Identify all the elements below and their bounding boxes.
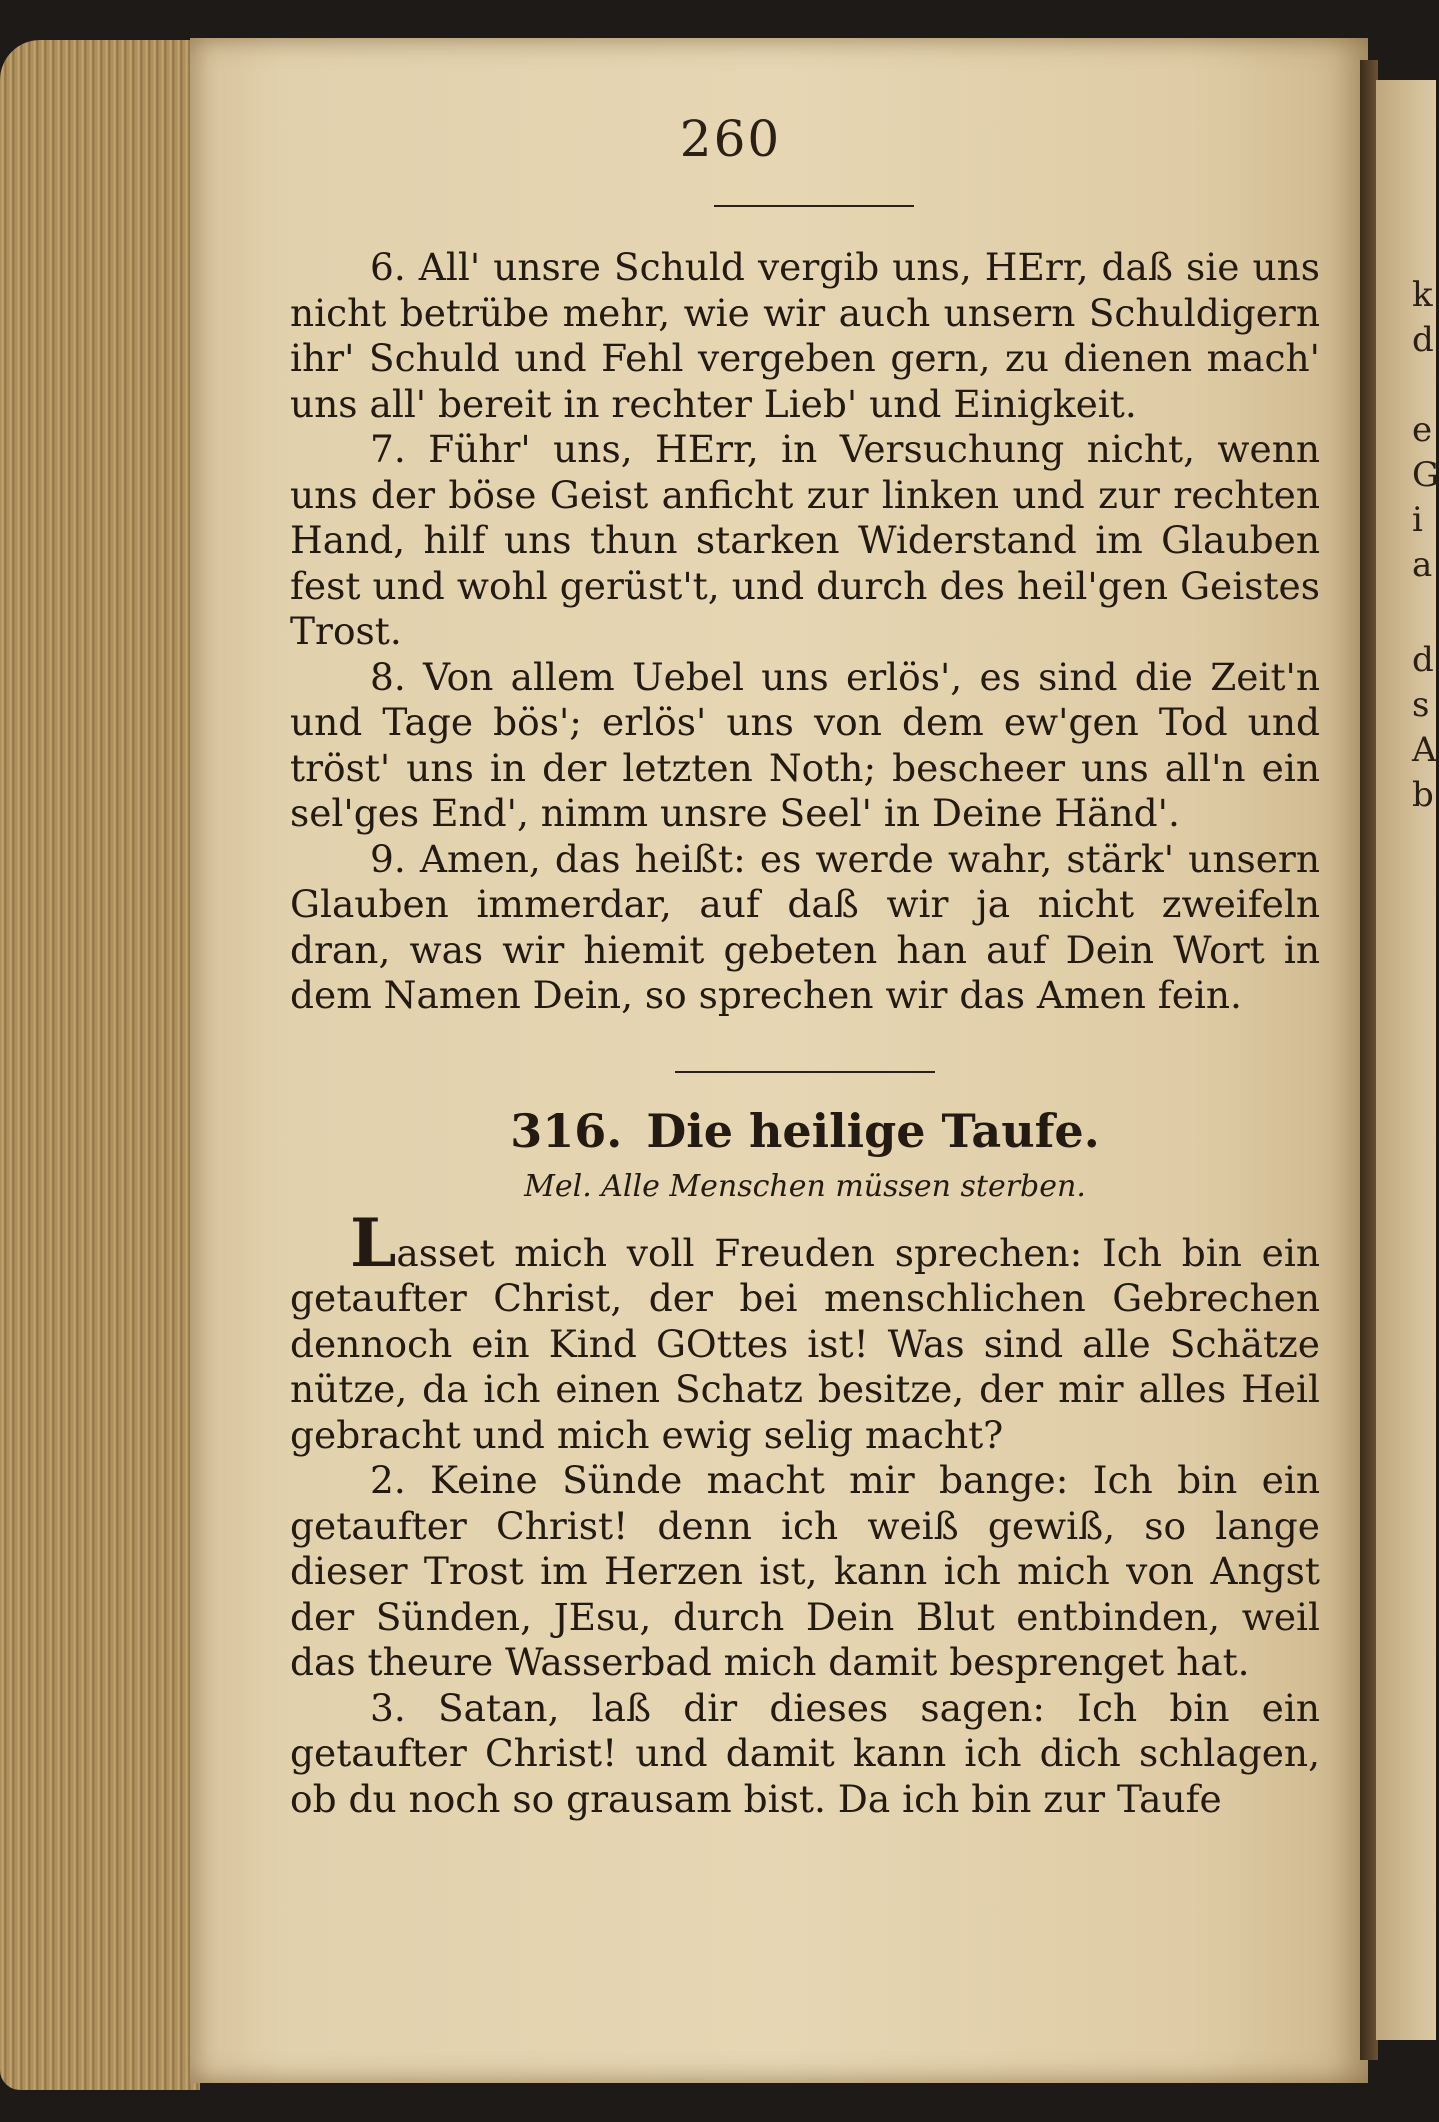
facing-page-edge bbox=[1376, 80, 1439, 2040]
facing-glyph: d bbox=[1412, 640, 1434, 680]
book-page-edges bbox=[0, 40, 200, 2090]
verse-7: 7. Führ' uns, HErr, in Versuchung nicht, wenn uns der böse Geist anficht zur linken und zur rechten Hand, hilf uns thun starken Widerstand im Glauben fest und wohl gerüst't, und durch des heil'gen Geistes Trost. bbox=[290, 427, 1320, 653]
facing-glyph: a bbox=[1412, 545, 1433, 585]
hymn-verse-3: 3. Satan, laß dir dieses sagen: Ich bin ein getaufter Christ! und damit kann ich dich schlagen, ob du noch so grausam bist. Da ich bin zur Taufe bbox=[290, 1685, 1320, 1821]
verse-9: 9. Amen, das heißt: es werde wahr, stärk' unsern Glauben immerdar, auf daß wir ja nicht zweifeln dran, was wir hiemit gebeten han auf Dein Wort in dem Namen Dein, so sprechen wir das Amen fein. bbox=[290, 836, 1320, 1017]
verse-6: 6. All' unsre Schuld vergib uns, HErr, daß sie uns nicht betrübe mehr, wie wir auch unsern Schuldigern ihr' Schuld und Fehl vergeben gern, zu dienen mach' uns all' bereit in rechter Lieb' und Einigkeit. bbox=[290, 245, 1320, 426]
facing-glyph: i bbox=[1412, 500, 1423, 540]
facing-glyph: b bbox=[1412, 775, 1434, 815]
facing-glyph: A bbox=[1412, 730, 1437, 770]
facing-glyph: G bbox=[1412, 455, 1439, 495]
hymn-title: Die heilige Taufe. bbox=[646, 1103, 1100, 1158]
hymn-melody: Mel. Alle Menschen müssen sterben. bbox=[524, 1168, 1086, 1204]
hymn-verse-1 bbox=[290, 1203, 1320, 1459]
hymn-number: 316. bbox=[510, 1103, 623, 1158]
facing-glyph: d bbox=[1412, 320, 1434, 360]
facing-glyph: s bbox=[1412, 685, 1430, 725]
hymn-verse-1-text: asset mich voll Freuden sprechen: Ich bin ein getaufter Christ, der bei menschlichen Gebrechen dennoch ein Kind GOttes ist! Was sind alle Schätze nütze, da ich einen Schatz besitze, der mir alles Heil gebracht und mich ewig selig macht? bbox=[290, 1230, 1320, 1457]
verse-8: 8. Von allem Uebel uns erlös', es sind die Zeit'n und Tage bös'; erlös' uns von dem ew'gen Tod und tröst' uns in der letzten Noth; bescheer uns all'n ein sel'ges End', nimm unsre Seel' in Deine Händ'. bbox=[290, 654, 1320, 835]
hymn-verse-2: 2. Keine Sünde macht mir bange: Ich bin ein getaufter Christ! denn ich weiß gewiß, so lange dieser Trost im Herzen ist, kann ich mich von Angst der Sünden, JEsu, durch Dein Blut entbinden, weil das theure Wasserbad mich damit besprenget hat. bbox=[290, 1458, 1320, 1684]
page-text bbox=[290, 245, 1320, 1822]
facing-glyph: e bbox=[1412, 410, 1433, 450]
drop-cap: L bbox=[350, 1203, 397, 1282]
section-divider bbox=[675, 1071, 935, 1073]
page-number-rule bbox=[714, 205, 914, 207]
facing-glyph: k bbox=[1412, 275, 1433, 315]
page-number: 260 bbox=[679, 110, 782, 168]
hymn-heading bbox=[290, 1103, 1320, 1159]
